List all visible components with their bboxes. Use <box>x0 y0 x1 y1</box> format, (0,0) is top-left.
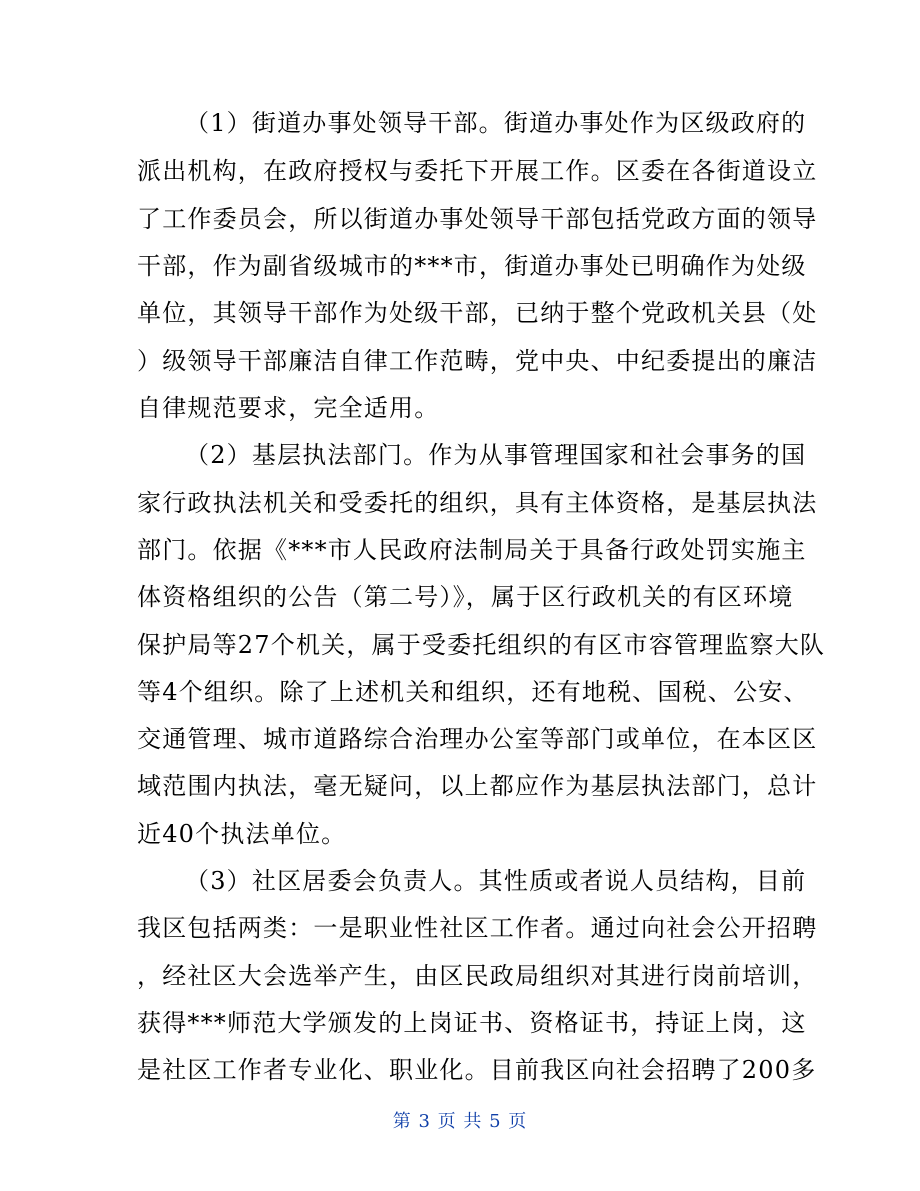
paragraph-1-line-3: 了工作委员会，所以街道办事处领导干部包括党政方面的领导 <box>137 205 818 233</box>
paragraph-3-line-1: （3）社区居委会负责人。其性质或者说人员结构，目前 <box>185 867 807 895</box>
paragraph-3-line-3: ，经社区大会选举产生，由区民政局组织对其进行岗前培训， <box>137 962 818 990</box>
paragraph-3-line-5: 是社区工作者专业化、职业化。目前我区向社会招聘了200多 <box>137 1056 817 1084</box>
page-number-footer: 第 3 页 共 5 页 <box>392 1111 528 1132</box>
paragraph-1-line-5: 单位，其领导干部作为处级干部，已纳于整个党政机关县（处 <box>137 299 818 327</box>
paragraph-3-line-2: 我区包括两类：一是职业性社区工作者。通过向社会公开招聘 <box>137 914 818 942</box>
paragraph-2-line-3: 部门。依据《***市人民政府法制局关于具备行政处罚实施主 <box>137 536 807 564</box>
paragraph-2-line-2: 家行政执法机关和受委托的组织，具有主体资格，是基层执法 <box>137 489 818 517</box>
paragraph-2-line-5: 保护局等27个机关，属于受委托组织的有区市容管理监察大队 <box>137 631 826 659</box>
paragraph-2-line-4: 体资格组织的公告（第二号）》，属于区行政机关的有区环境 <box>137 583 794 611</box>
paragraph-1-line-4: 干部，作为副省级城市的***市，街道办事处已明确作为处级 <box>137 252 807 280</box>
paragraph-2-line-8: 域范围内执法，毫无疑问，以上都应作为基层执法部门，总计 <box>137 772 818 800</box>
paragraph-1-line-2: 派出机构，在政府授权与委托下开展工作。区委在各街道设立 <box>137 157 818 185</box>
paragraph-1-line-6: ）级领导干部廉洁自律工作范畴，党中央、中纪委提出的廉洁 <box>137 347 818 375</box>
paragraph-1-line-7: 自律规范要求，完全适用。 <box>137 394 440 422</box>
paragraph-2-line-7: 交通管理、城市道路综合治理办公室等部门或单位，在本区区 <box>137 725 818 753</box>
paragraph-2-line-6: 等4个组织。除了上述机关和组织，还有地税、国税、公安、 <box>137 678 809 706</box>
paragraph-2-line-1: （2）基层执法部门。作为从事管理国家和社会事务的国 <box>185 441 807 469</box>
paragraph-1-line-1: （1）街道办事处领导干部。街道办事处作为区级政府的 <box>185 109 807 137</box>
paragraph-2-line-9: 近40个执法单位。 <box>137 820 347 848</box>
paragraph-3-line-4: 获得***师范大学颁发的上岗证书、资格证书，持证上岗，这 <box>137 1009 807 1037</box>
